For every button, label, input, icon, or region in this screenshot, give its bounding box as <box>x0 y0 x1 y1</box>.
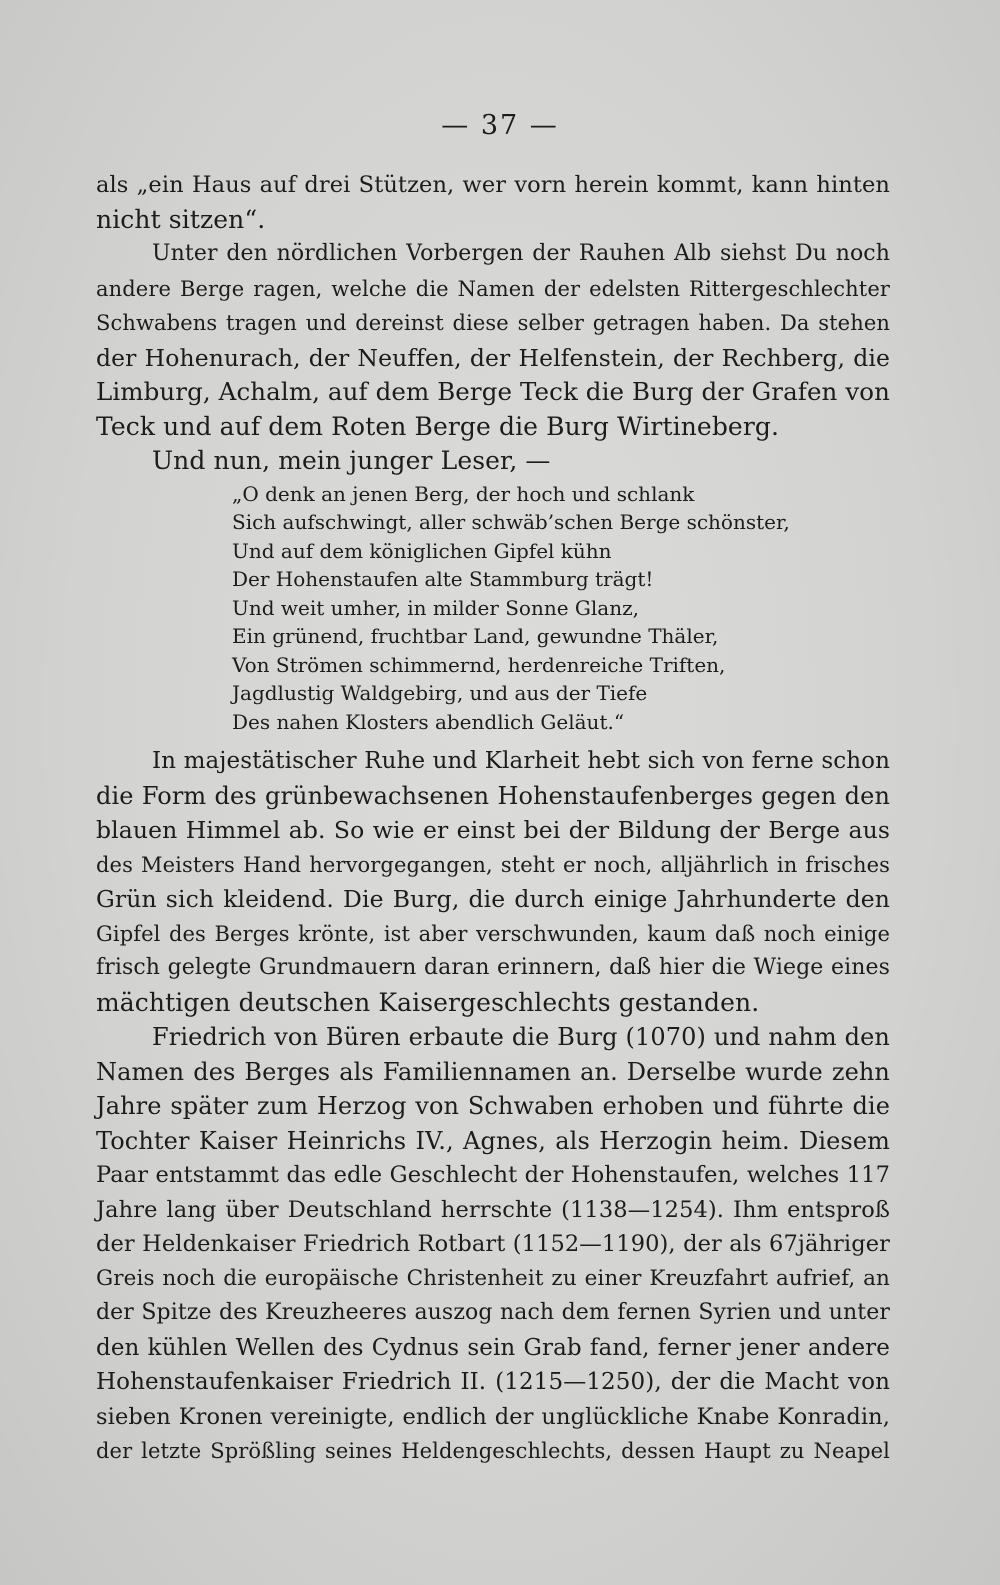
poem-line: Ein grünend, fruchtbar Land, gewundne Thäler, <box>232 624 719 648</box>
text-line: blauen Himmel ab. So wie er einst bei der Bildung der Berge aus <box>96 816 890 844</box>
paragraph-1 <box>96 168 890 237</box>
text-line: Schwabens tragen und dereinst diese selber getragen haben. Da stehen <box>96 311 890 335</box>
poem-line: Sich aufschwingt, aller schwäb’schen Berge schönster, <box>232 510 790 534</box>
text-line: sieben Kronen vereinigte, endlich der unglückliche Knabe Konradin, <box>96 1403 890 1430</box>
text-line: Limburg, Achalm, auf dem Berge Teck die Burg der Grafen von <box>96 377 890 406</box>
text-line: frisch gelegte Grundmauern daran erinnern, daß hier die Wiege eines <box>96 955 890 980</box>
poem-line: Und auf dem königlichen Gipfel kühn <box>232 538 612 563</box>
poem-line: Der Hohenstaufen alte Stammburg trägt! <box>232 567 654 591</box>
text-line: Greis noch die europäische Christenheit zu einer Kreuzfahrt aufrief, an <box>96 1265 890 1291</box>
paragraph-4 <box>96 744 890 1020</box>
text-line: Hohenstaufenkaiser Friedrich II. (1215—1250), der die Macht von <box>96 1369 890 1395</box>
text-line: mächtigen deutschen Kaisergeschlechts gestanden. <box>96 987 760 1017</box>
text-line: Unter den nördlichen Vorbergen der Rauhen Alb siehst Du noch <box>152 241 890 266</box>
paragraph-2 <box>96 237 890 444</box>
page-number: — 37 — <box>441 110 559 141</box>
text-line: nicht sitzen“. <box>96 204 266 234</box>
text-line: Jahre später zum Herzog von Schwaben erhoben und führte die <box>96 1092 890 1120</box>
poem-line: Des nahen Klosters abendlich Geläut.“ <box>232 709 625 734</box>
text-line: Grün sich kleidend. Die Burg, die durch einige Jahrhunderte den <box>96 885 890 913</box>
text-line: Gipfel des Berges krönte, ist aber verschwunden, kaum daß noch einige <box>96 921 890 946</box>
poem-line: Und weit umher, in milder Sonne Glanz, <box>232 595 640 620</box>
poem-line: „O denk an jenen Berg, der hoch und schlank <box>232 481 695 506</box>
paragraph-5 <box>96 1020 890 1469</box>
text-line: den kühlen Wellen des Cydnus sein Grab fand, ferner jener andere <box>96 1334 890 1361</box>
text-line: Tochter Kaiser Heinrichs IV., Agnes, als Herzogin heim. Diesem <box>96 1126 890 1155</box>
text-line: Namen des Berges als Familiennamen an. Derselbe wurde zehn <box>96 1057 890 1086</box>
text-line: die Form des grünbewachsenen Hohenstaufenberges gegen den <box>96 781 890 810</box>
text-line: der Spitze des Kreuzheeres auszog nach dem fernen Syrien und unter <box>96 1300 890 1325</box>
poem-quote <box>96 480 890 737</box>
text-line: als „ein Haus auf drei Stützen, wer vorn herein kommt, kann hinten <box>96 172 890 198</box>
text-line: der Hohenurach, der Neuffen, der Helfenstein, der Rechberg, die <box>96 343 890 372</box>
poem-line: Von Strömen schimmernd, herdenreiche Triften, <box>232 652 726 677</box>
text-line: Teck und auf dem Roten Berge die Burg Wirtineberg. <box>96 411 780 441</box>
text-line: Und nun, mein junger Leser, — <box>152 446 551 475</box>
text-line: In majestätischer Ruhe und Klarheit hebt sich von ferne schon <box>152 748 890 774</box>
page-body <box>96 168 890 1469</box>
text-line: Jahre lang über Deutschland herrschte (1138—1254). Ihm entsproß <box>96 1196 890 1223</box>
poem-line: Jagdlustig Waldgebirg, und aus der Tiefe <box>232 681 648 705</box>
text-line: andere Berge ragen, welche die Namen der edelsten Rittergeschlechter <box>96 276 890 301</box>
paragraph-3 <box>96 444 890 479</box>
text-line: Paar entstammt das edle Geschlecht der Hohenstaufen, welches 117 <box>96 1162 890 1188</box>
text-line: der letzte Sprößling seines Heldengeschlechts, dessen Haupt zu Neapel <box>96 1439 890 1463</box>
text-line: Friedrich von Büren erbaute die Burg (1070) und nahm den <box>152 1023 890 1051</box>
text-line: der Heldenkaiser Friedrich Rotbart (1152—1190), der als 67jähriger <box>96 1231 890 1257</box>
text-line: des Meisters Hand hervorgegangen, steht er noch, alljährlich in frisches <box>96 852 890 877</box>
